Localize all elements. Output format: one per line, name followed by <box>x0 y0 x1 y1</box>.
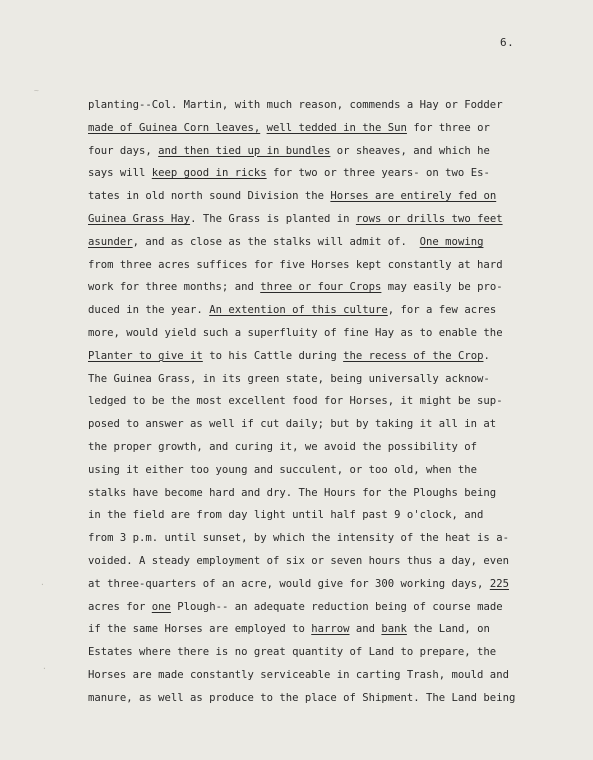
text-segment: for three or <box>406 121 490 134</box>
body-text <box>88 94 558 710</box>
text-segment: the proper growth, and curing it, we avoid the possibility of <box>88 440 478 453</box>
text-segment: , for a few acres <box>387 304 497 317</box>
underlined-phrase: One mowing <box>419 235 484 248</box>
text-line <box>88 117 558 140</box>
text-segment: , and as close as the stalks will admit of. <box>132 235 420 248</box>
text-segment: work for three months; and <box>88 281 261 294</box>
text-line <box>88 413 558 436</box>
text-line <box>88 162 558 185</box>
text-segment: at three-quarters of an acre, would give for 300 working days, <box>88 577 490 590</box>
text-line <box>88 573 558 596</box>
paper-speck: ~ <box>34 86 39 95</box>
text-segment: stalks have become hard and dry. The Hours for the Ploughs being <box>88 486 497 499</box>
text-line <box>88 664 558 687</box>
underlined-phrase: harrow <box>311 623 350 636</box>
text-line <box>88 482 558 505</box>
text-segment: acres for <box>88 600 152 613</box>
underlined-phrase: 225 <box>489 577 509 590</box>
text-segment: if the same Horses are employed to <box>88 623 312 636</box>
text-line <box>88 687 558 710</box>
text-segment: The Guinea Grass, in its green state, being universally acknow- <box>88 372 490 385</box>
underlined-phrase: three or four Crops <box>260 281 382 294</box>
text-line <box>88 618 558 641</box>
text-segment: manure, as well as produce to the place of Shipment. The Land being <box>88 691 516 704</box>
underlined-phrase: made of Guinea Corn leaves, <box>88 121 261 134</box>
underlined-phrase: Horses are entirely fed on <box>330 190 497 203</box>
text-line <box>88 231 558 254</box>
text-line <box>88 185 558 208</box>
underlined-phrase: An extention of this culture <box>209 304 388 317</box>
text-segment: from three acres suffices for five Horses kept constantly at hard <box>88 258 503 271</box>
text-segment: says will <box>88 167 152 180</box>
underlined-phrase: and then tied up in bundles <box>158 144 331 157</box>
text-segment: posed to answer as well if cut daily; but by taking it all in at <box>88 418 497 431</box>
text-segment: more, would yield such a superfluity of fine Hay as to enable the <box>88 326 503 339</box>
underlined-phrase: Guinea Grass Hay <box>88 212 191 225</box>
text-segment: duced in the year. <box>88 304 210 317</box>
text-segment: Estates where there is no great quantity of Land to prepare, the <box>88 646 497 659</box>
text-line <box>88 596 558 619</box>
text-line <box>88 345 558 368</box>
text-line <box>88 208 558 231</box>
text-segment: four days, <box>88 144 159 157</box>
page-number: 6. <box>500 36 515 49</box>
text-line <box>88 94 558 117</box>
underlined-phrase: one <box>151 600 171 613</box>
text-line <box>88 436 558 459</box>
underlined-phrase: asunder <box>88 235 133 248</box>
text-line <box>88 322 558 345</box>
text-line <box>88 504 558 527</box>
text-line <box>88 459 558 482</box>
text-segment: the Land, on <box>406 623 490 636</box>
text-segment: tates in old north sound Division the <box>88 190 331 203</box>
text-line <box>88 276 558 299</box>
text-segment: voided. A steady employment of six or seven hours thus a day, even <box>88 554 509 567</box>
text-segment: or sheaves, and which he <box>330 144 490 157</box>
text-line <box>88 254 558 277</box>
text-segment: ledged to be the most excellent food for Horses, it might be sup- <box>88 395 503 408</box>
text-line <box>88 527 558 550</box>
text-segment: may easily be pro- <box>381 281 503 294</box>
text-line <box>88 140 558 163</box>
text-segment: . The Grass is planted in <box>190 212 356 225</box>
underlined-phrase: keep good in ricks <box>151 167 267 180</box>
text-segment: and <box>349 623 382 636</box>
text-line <box>88 368 558 391</box>
text-segment: Horses are made constantly serviceable in carting Trash, mould and <box>88 668 509 681</box>
paper-speck: . <box>40 578 45 587</box>
text-line <box>88 299 558 322</box>
text-segment: to his Cattle during <box>202 349 344 362</box>
text-segment: from 3 p.m. until sunset, by which the intensity of the heat is a- <box>88 532 509 545</box>
text-segment: planting--Col. Martin, with much reason, commends a Hay or Fodder <box>88 99 503 111</box>
underlined-phrase: rows or drills two feet <box>355 212 503 225</box>
underlined-phrase: well tedded in the Sun <box>266 121 407 134</box>
underlined-phrase: the recess of the Crop <box>343 349 484 362</box>
underlined-phrase: Planter to give it <box>88 349 203 362</box>
text-segment: in the field are from day light until half past 9 o'clock, and <box>88 509 484 522</box>
text-line <box>88 550 558 573</box>
underlined-phrase: bank <box>381 623 407 636</box>
text-segment: Plough-- an adequate reduction being of course made <box>170 600 503 613</box>
text-line <box>88 390 558 413</box>
text-segment: for two or three years- on two Es- <box>266 167 490 180</box>
text-segment: using it either too young and succulent, or too old, when the <box>88 463 478 476</box>
text-line <box>88 641 558 664</box>
text-segment: . <box>483 349 490 362</box>
paper-speck: · <box>42 664 47 673</box>
